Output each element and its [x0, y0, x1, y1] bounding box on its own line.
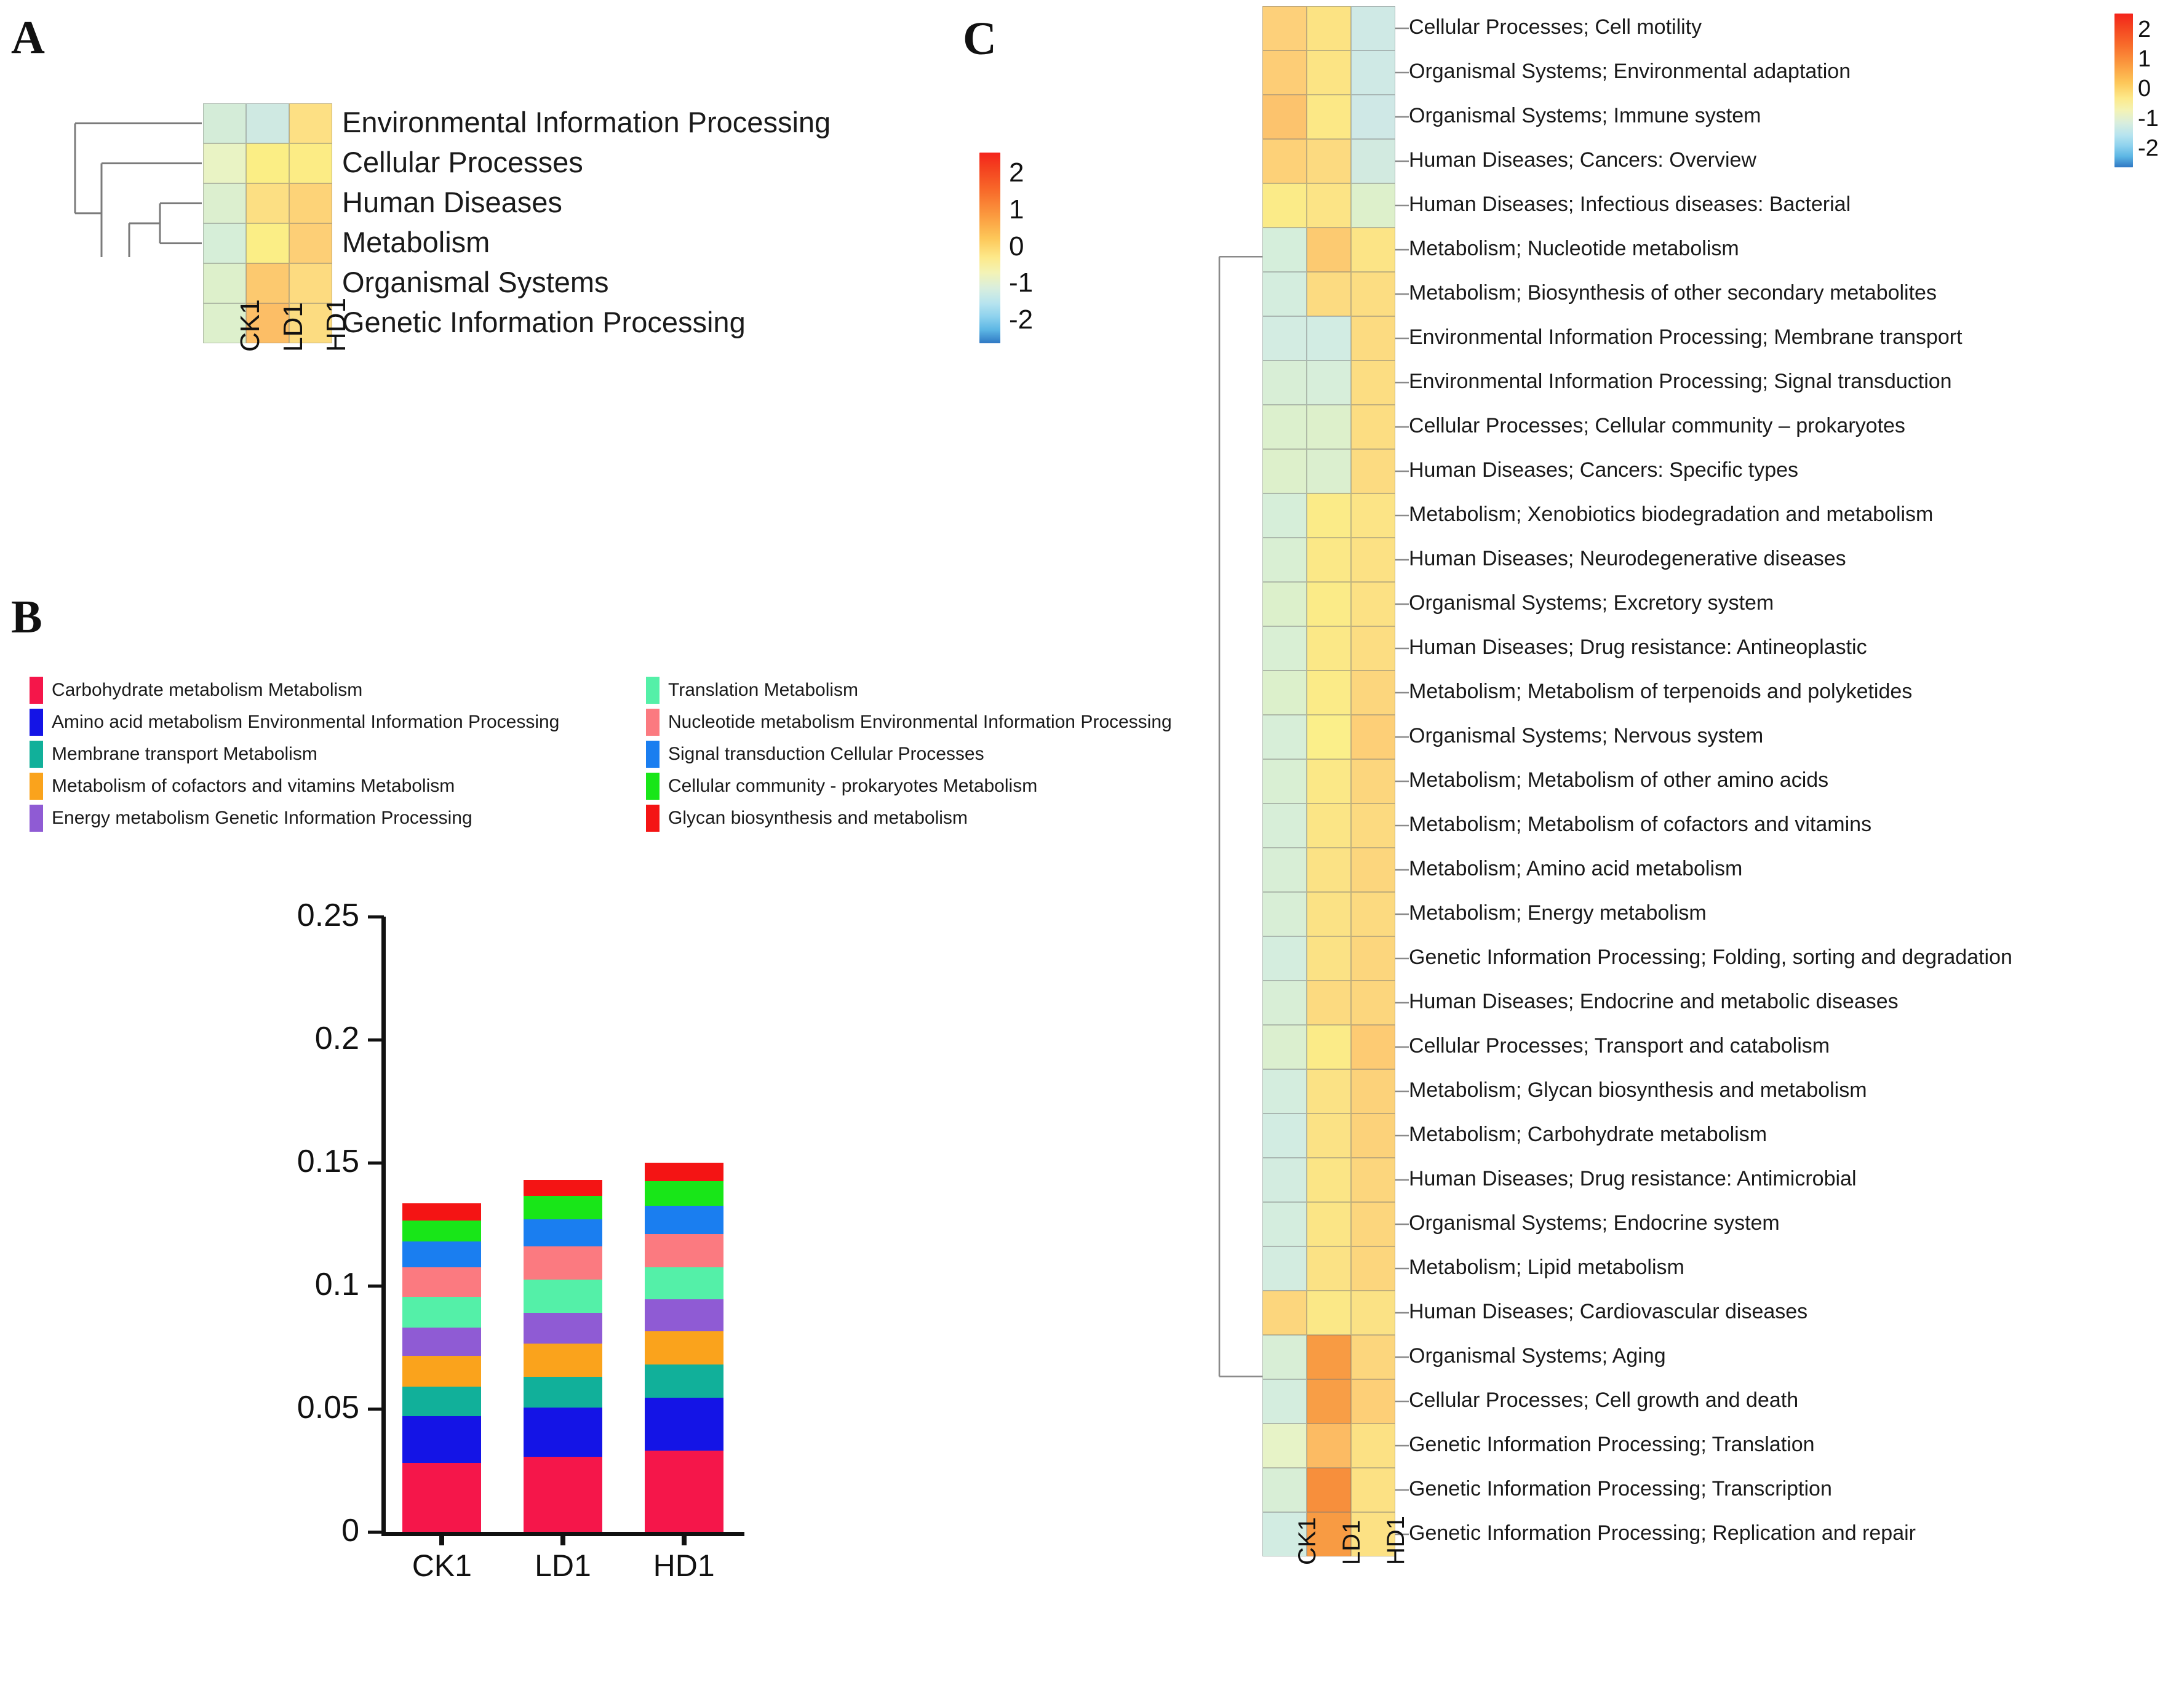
legend-item-label: Energy metabolism Genetic Information Processing — [52, 808, 472, 828]
heatmap-cell — [1262, 1291, 1307, 1335]
heatmap-cell — [1262, 1246, 1307, 1291]
heatmap-cell — [246, 103, 289, 143]
heatmap-cell — [1307, 803, 1351, 848]
panel-b-bar-chart — [258, 898, 751, 1583]
heatmap-row-label: Metabolism; Xenobiotics biodegradation and metabolism — [1409, 502, 1934, 526]
heatmap-cell — [1307, 1246, 1351, 1291]
heatmap-cell — [1351, 405, 1395, 449]
heatmap-row-label: Environmental Information Processing; Membrane transport — [1409, 325, 1963, 349]
bar-segment — [402, 1267, 481, 1297]
heatmap-cell — [1307, 715, 1351, 759]
legend-color-swatch — [646, 773, 660, 800]
heatmap-cell — [1307, 1379, 1351, 1424]
heatmap-cell — [1351, 183, 1395, 228]
heatmap-cell — [1262, 272, 1307, 316]
y-axis-tick-label: 0.05 — [297, 1390, 359, 1425]
heatmap-cell — [1262, 671, 1307, 715]
panel-c-row-labels — [1409, 6, 2147, 1556]
heatmap-cell — [1262, 361, 1307, 405]
panel-a-colorbar — [979, 153, 1000, 343]
heatmap-cell — [1262, 493, 1307, 538]
heatmap-cell — [1351, 6, 1395, 50]
heatmap-cell — [1262, 803, 1307, 848]
heatmap-cell — [1351, 981, 1395, 1025]
heatmap-cell — [1351, 715, 1395, 759]
heatmap-cell — [1307, 1424, 1351, 1468]
colorbar-tick-label: 2 — [1009, 157, 1024, 188]
bar-segment — [645, 1299, 723, 1331]
legend-item — [30, 741, 317, 768]
heatmap-cell — [1307, 183, 1351, 228]
heatmap-cell — [1262, 1379, 1307, 1424]
colorbar-tick-label: -2 — [2138, 135, 2159, 161]
y-axis-tick — [368, 1285, 384, 1288]
legend-color-swatch — [30, 709, 43, 736]
heatmap-row-label: Organismal Systems; Immune system — [1409, 103, 1761, 127]
heatmap-cell — [1262, 316, 1307, 361]
heatmap-cell — [1262, 1468, 1307, 1512]
panel-a-dendrogram — [68, 103, 203, 257]
legend-item — [646, 741, 984, 768]
heatmap-cell — [1307, 981, 1351, 1025]
heatmap-cell — [1262, 50, 1307, 95]
heatmap-cell — [1262, 936, 1307, 981]
heatmap-cell — [1351, 361, 1395, 405]
heatmap-cell — [1307, 1158, 1351, 1202]
heatmap-cell — [289, 103, 332, 143]
heatmap-cell — [1351, 671, 1395, 715]
heatmap-cell — [1307, 759, 1351, 803]
heatmap-cell — [1262, 1113, 1307, 1158]
heatmap-cell — [1351, 1335, 1395, 1379]
legend-color-swatch — [646, 677, 660, 704]
heatmap-cell — [1307, 50, 1351, 95]
heatmap-column-label: LD1 — [1338, 1520, 1366, 1565]
heatmap-row-label: Cellular Processes; Cellular community – prokaryotes — [1409, 413, 1905, 437]
heatmap-cell — [1351, 626, 1395, 671]
bar-segment — [645, 1267, 723, 1299]
y-axis-tick — [368, 1161, 384, 1165]
legend-item-label: Nucleotide metabolism Environmental Information Processing — [668, 712, 1172, 732]
heatmap-cell — [1307, 1291, 1351, 1335]
heatmap-cell — [1351, 1158, 1395, 1202]
heatmap-cell — [1351, 848, 1395, 892]
legend-item — [30, 805, 472, 832]
heatmap-cell — [1262, 1158, 1307, 1202]
heatmap-cell — [1262, 1202, 1307, 1246]
heatmap-row-label: Metabolism; Lipid metabolism — [1409, 1255, 1684, 1279]
heatmap-cell — [1262, 95, 1307, 139]
heatmap-cell — [1307, 6, 1351, 50]
heatmap-row-label: Genetic Information Processing; Translation — [1409, 1432, 1815, 1456]
legend-item — [646, 805, 968, 832]
heatmap-row-label: Organismal Systems; Aging — [1409, 1344, 1666, 1368]
panel-a-heatmap — [203, 103, 332, 343]
heatmap-cell — [1307, 626, 1351, 671]
panel-c-colorbar — [2114, 14, 2133, 167]
legend-color-swatch — [646, 741, 660, 768]
bar-segment — [645, 1364, 723, 1398]
bar-segment — [645, 1163, 723, 1181]
heatmap-cell — [289, 143, 332, 183]
heatmap-cell — [289, 223, 332, 263]
heatmap-row-label: Organismal Systems — [342, 266, 609, 299]
heatmap-cell — [1351, 95, 1395, 139]
heatmap-cell — [1351, 1468, 1395, 1512]
colorbar-tick-label: 0 — [1009, 231, 1024, 261]
colorbar-tick-label: 2 — [2138, 17, 2151, 43]
heatmap-cell — [1307, 848, 1351, 892]
y-axis-tick — [368, 1408, 384, 1411]
y-axis-tick-label: 0 — [341, 1513, 359, 1548]
heatmap-row-label: Metabolism; Carbohydrate metabolism — [1409, 1122, 1768, 1146]
heatmap-row-label: Metabolism; Glycan biosynthesis and metabolism — [1409, 1078, 1867, 1102]
heatmap-column-label: CK1 — [1294, 1517, 1321, 1565]
bar-segment — [645, 1398, 723, 1451]
heatmap-row-label: Metabolism; Metabolism of terpenoids and polyketides — [1409, 679, 1913, 703]
heatmap-cell — [1307, 936, 1351, 981]
heatmap-cell — [1307, 671, 1351, 715]
heatmap-row-label: Organismal Systems; Excretory system — [1409, 591, 1774, 615]
heatmap-cell — [1307, 405, 1351, 449]
legend-item-label: Translation Metabolism — [668, 680, 859, 700]
bar-segment — [524, 1180, 602, 1196]
bar-segment — [402, 1241, 481, 1267]
heatmap-row-label: Genetic Information Processing — [342, 306, 746, 339]
heatmap-cell — [1307, 1025, 1351, 1069]
heatmap-cell — [203, 103, 246, 143]
x-axis-tick-label: HD1 — [653, 1548, 715, 1583]
legend-color-swatch — [646, 805, 660, 832]
heatmap-column-label: HD1 — [1382, 1515, 1410, 1565]
heatmap-cell — [1307, 272, 1351, 316]
stacked-bar — [524, 917, 602, 1532]
heatmap-cell — [1307, 361, 1351, 405]
colorbar-tick-label: -2 — [1009, 304, 1034, 335]
heatmap-row-label: Human Diseases; Drug resistance: Antimicrobial — [1409, 1166, 1857, 1190]
heatmap-row-label: Human Diseases; Endocrine and metabolic diseases — [1409, 989, 1899, 1013]
colorbar-tick-label: -1 — [2138, 105, 2159, 132]
heatmap-row-label: Genetic Information Processing; Folding, sorting and degradation — [1409, 945, 2012, 969]
bar-segment — [645, 1181, 723, 1206]
y-axis-tick — [368, 1038, 384, 1042]
heatmap-cell — [1351, 316, 1395, 361]
heatmap-cell — [1307, 1202, 1351, 1246]
x-axis-tick-label: CK1 — [412, 1548, 472, 1583]
bar-segment — [402, 1328, 481, 1356]
bar-segment — [645, 1331, 723, 1364]
heatmap-cell — [1262, 626, 1307, 671]
legend-item — [30, 773, 455, 800]
heatmap-cell — [1351, 582, 1395, 626]
heatmap-cell — [1307, 449, 1351, 493]
heatmap-cell — [1351, 936, 1395, 981]
y-axis-tick-label: 0.15 — [297, 1144, 359, 1179]
bar-segment — [524, 1344, 602, 1377]
bar-segment — [402, 1387, 481, 1416]
heatmap-cell — [1262, 582, 1307, 626]
x-axis-tick-label: LD1 — [535, 1548, 591, 1583]
heatmap-row-label: Organismal Systems; Endocrine system — [1409, 1211, 1780, 1235]
heatmap-cell — [1351, 803, 1395, 848]
heatmap-cell — [1262, 405, 1307, 449]
bar-segment — [524, 1457, 602, 1532]
heatmap-cell — [1262, 715, 1307, 759]
x-axis-tick — [560, 1532, 565, 1545]
heatmap-cell — [1262, 848, 1307, 892]
heatmap-cell — [1351, 1025, 1395, 1069]
legend-item — [646, 773, 1037, 800]
heatmap-cell — [1351, 139, 1395, 183]
legend-item — [30, 709, 559, 736]
heatmap-cell — [1351, 272, 1395, 316]
panel-a-row-labels — [342, 103, 1080, 343]
bar-segment — [524, 1246, 602, 1280]
heatmap-cell — [246, 263, 289, 303]
heatmap-row-label: Environmental Information Processing; Signal transduction — [1409, 369, 1952, 393]
heatmap-cell — [1351, 493, 1395, 538]
heatmap-cell — [246, 223, 289, 263]
heatmap-cell — [1351, 892, 1395, 936]
y-axis-tick-label: 0.25 — [297, 898, 359, 933]
bar-segment — [524, 1280, 602, 1313]
bar-segment — [524, 1196, 602, 1219]
heatmap-row-label: Metabolism; Energy metabolism — [1409, 901, 1707, 925]
legend-item-label: Metabolism of cofactors and vitamins Metabolism — [52, 776, 455, 796]
heatmap-row-label: Human Diseases; Neurodegenerative diseases — [1409, 546, 1846, 570]
bar-segment — [645, 1234, 723, 1267]
y-axis-tick — [368, 1531, 384, 1534]
heatmap-cell — [1307, 139, 1351, 183]
legend-item — [646, 677, 858, 704]
legend-color-swatch — [30, 677, 43, 704]
heatmap-cell — [203, 183, 246, 223]
heatmap-column-label: CK1 — [234, 299, 265, 352]
bar-segment — [645, 1451, 723, 1532]
panel-c-heatmap — [1262, 6, 1395, 1556]
heatmap-cell — [1262, 981, 1307, 1025]
heatmap-row-label: Genetic Information Processing; Transcription — [1409, 1476, 1832, 1500]
heatmap-row-label: Human Diseases; Cancers: Overview — [1409, 148, 1756, 172]
heatmap-cell — [246, 143, 289, 183]
heatmap-cell — [1307, 1069, 1351, 1113]
legend-item-label: Membrane transport Metabolism — [52, 744, 317, 764]
heatmap-row-label: Human Diseases; Cardiovascular diseases — [1409, 1299, 1808, 1323]
heatmap-cell — [1351, 759, 1395, 803]
x-axis-tick — [439, 1532, 444, 1545]
heatmap-cell — [1307, 493, 1351, 538]
heatmap-cell — [1351, 1069, 1395, 1113]
heatmap-cell — [1307, 95, 1351, 139]
legend-color-swatch — [30, 805, 43, 832]
y-axis-tick-label: 0.2 — [314, 1021, 359, 1056]
heatmap-cell — [1307, 1335, 1351, 1379]
heatmap-row-label: Metabolism — [342, 226, 490, 259]
heatmap-cell — [1262, 1424, 1307, 1468]
heatmap-cell — [1262, 759, 1307, 803]
legend-color-swatch — [646, 709, 660, 736]
heatmap-row-label: Cellular Processes; Cell motility — [1409, 15, 1702, 39]
bar-segment — [402, 1356, 481, 1387]
bar-segment — [402, 1203, 481, 1221]
heatmap-cell — [1262, 183, 1307, 228]
heatmap-cell — [1307, 1113, 1351, 1158]
heatmap-cell — [246, 183, 289, 223]
heatmap-row-label: Cellular Processes; Transport and catabolism — [1409, 1034, 1830, 1058]
colorbar-tick-label: 0 — [2138, 76, 2151, 102]
heatmap-column-label: HD1 — [321, 297, 351, 352]
bar-segment — [402, 1297, 481, 1328]
heatmap-cell — [1262, 538, 1307, 582]
heatmap-cell — [1262, 1335, 1307, 1379]
heatmap-cell — [1262, 1069, 1307, 1113]
legend-item-label: Cellular community - prokaryotes Metabolism — [668, 776, 1038, 796]
y-axis-tick — [368, 915, 384, 918]
heatmap-row-label: Genetic Information Processing; Replication and repair — [1409, 1521, 1916, 1545]
heatmap-row-label: Human Diseases; Infectious diseases: Bacterial — [1409, 192, 1851, 216]
colorbar-tick-label: -1 — [1009, 268, 1034, 298]
heatmap-row-label: Human Diseases; Drug resistance: Antineoplastic — [1409, 635, 1867, 659]
heatmap-row-label: Environmental Information Processing — [342, 106, 831, 139]
heatmap-cell — [1351, 1113, 1395, 1158]
heatmap-row-label: Metabolism; Biosynthesis of other secondary metabolites — [1409, 281, 1937, 305]
heatmap-row-label: Metabolism; Amino acid metabolism — [1409, 856, 1743, 880]
heatmap-row-label: Organismal Systems; Nervous system — [1409, 723, 1764, 747]
heatmap-cell — [203, 223, 246, 263]
heatmap-cell — [1351, 50, 1395, 95]
heatmap-cell — [1351, 538, 1395, 582]
heatmap-cell — [1262, 449, 1307, 493]
panel-c-letter: C — [963, 13, 997, 65]
bar-segment — [524, 1408, 602, 1457]
bar-segment — [524, 1377, 602, 1408]
heatmap-cell — [1307, 316, 1351, 361]
stacked-bar — [645, 917, 723, 1532]
heatmap-cell — [1351, 1379, 1395, 1424]
bar-segment — [524, 1313, 602, 1344]
legend-color-swatch — [30, 773, 43, 800]
y-axis-line — [381, 917, 386, 1532]
heatmap-cell — [1351, 1202, 1395, 1246]
bar-segment — [524, 1219, 602, 1246]
heatmap-row-label: Human Diseases; Cancers: Specific types — [1409, 458, 1799, 482]
heatmap-column-label: LD1 — [277, 302, 308, 352]
heatmap-cell — [1262, 6, 1307, 50]
bar-segment — [402, 1221, 481, 1241]
heatmap-row-label: Human Diseases — [342, 186, 562, 219]
heatmap-cell — [1307, 1468, 1351, 1512]
panel-a-letter: A — [11, 12, 45, 63]
y-axis-tick-label: 0.1 — [314, 1267, 359, 1302]
heatmap-cell — [1262, 228, 1307, 272]
heatmap-row-label: Cellular Processes — [342, 146, 583, 179]
heatmap-row-label: Metabolism; Nucleotide metabolism — [1409, 236, 1739, 260]
heatmap-cell — [1262, 139, 1307, 183]
bar-segment — [402, 1416, 481, 1463]
heatmap-row-label: Metabolism; Metabolism of other amino acids — [1409, 768, 1829, 792]
legend-item-label: Amino acid metabolism Environmental Information Processing — [52, 712, 560, 732]
heatmap-row-label: Metabolism; Metabolism of cofactors and vitamins — [1409, 812, 1872, 836]
heatmap-cell — [1307, 538, 1351, 582]
heatmap-cell — [1307, 228, 1351, 272]
bar-segment — [402, 1463, 481, 1532]
legend-item — [30, 677, 362, 704]
heatmap-cell — [203, 263, 246, 303]
colorbar-tick-label: 1 — [1009, 194, 1024, 225]
colorbar-tick-label: 1 — [2138, 46, 2151, 73]
heatmap-cell — [1262, 892, 1307, 936]
legend-item — [646, 709, 1172, 736]
x-axis-tick — [682, 1532, 687, 1545]
heatmap-cell — [1351, 228, 1395, 272]
heatmap-cell — [1262, 1025, 1307, 1069]
legend-item-label: Signal transduction Cellular Processes — [668, 744, 984, 764]
heatmap-cell — [203, 143, 246, 183]
heatmap-cell — [1351, 1424, 1395, 1468]
heatmap-cell — [1351, 449, 1395, 493]
heatmap-cell — [1307, 582, 1351, 626]
panel-b-letter: B — [11, 591, 42, 643]
heatmap-cell — [1351, 1246, 1395, 1291]
heatmap-row-label: Organismal Systems; Environmental adaptation — [1409, 59, 1851, 83]
heatmap-cell — [1307, 892, 1351, 936]
legend-item-label: Glycan biosynthesis and metabolism — [668, 808, 968, 828]
stacked-bar — [402, 917, 481, 1532]
heatmap-cell — [289, 183, 332, 223]
bar-segment — [645, 1206, 723, 1234]
heatmap-cell — [1351, 1291, 1395, 1335]
legend-color-swatch — [30, 741, 43, 768]
heatmap-row-label: Cellular Processes; Cell growth and death — [1409, 1388, 1799, 1412]
legend-item-label: Carbohydrate metabolism Metabolism — [52, 680, 363, 700]
